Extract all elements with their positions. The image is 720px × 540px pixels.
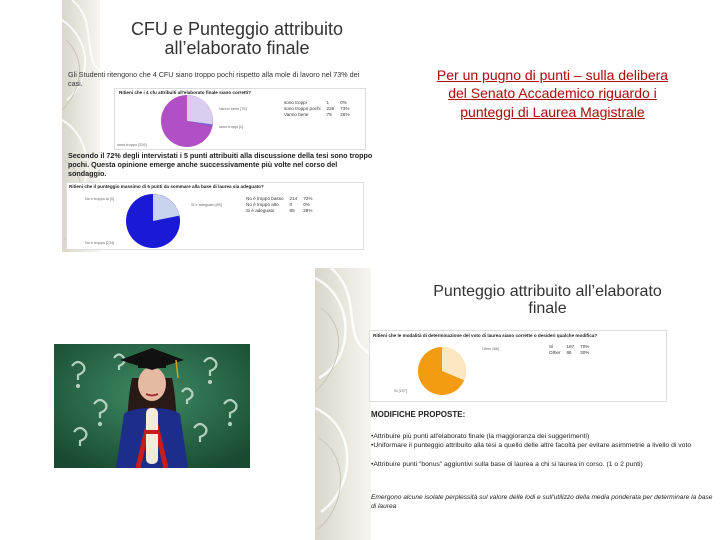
q2-row-count: 0 (289, 201, 293, 207)
slide-a-title-line1: CFU e Punteggio attribuito (130, 19, 344, 39)
q1-row-label: sono troppi (284, 99, 307, 105)
table-row (243, 207, 315, 213)
voto-row-label: Sì (549, 343, 554, 349)
slide-a-finding: Secondo il 72% degli intervistati i 5 punti attribuiti alla discussione della tesi sono troppo pochi. Questa opinione emerge anche successivamente più volte nel corso del sondaggio. (68, 151, 373, 178)
survey-q1-panel (114, 88, 366, 150)
slide-cfu-punteggio (62, 0, 380, 252)
slide-b-title-line1: Punteggio attribuito all’elaborato (433, 283, 662, 300)
q1-row-pct: 26% (340, 111, 350, 117)
voto-row-label: Other (549, 349, 561, 355)
slide-b-title-line2: finale (528, 299, 567, 317)
voto-pie-label-si: Sì [197] (394, 389, 408, 393)
q1-question: Ritieni che i 4 cfu attribuiti all'elaborato finale siano corretti? (119, 90, 252, 95)
proposal-item: •Attribuire punti “bonus” aggiuntivi sulla base di laurea a chi si laurea in corso. (1 o 2 punti) (371, 461, 643, 468)
perplexity-note: Emergono alcune isolate perplessità sul valore delle lodi e sull'utilizzo della media ponderata per determinare la base di laurea (371, 494, 713, 510)
slide-a-title-line2: all’elaborato finale (164, 37, 310, 58)
q1-pie-label-troppi: sono troppi [1] (219, 125, 244, 129)
proposal-item: •Attribuire più punti all'elaborato finale (la maggioranza dei suggerimenti) (371, 433, 590, 440)
voto-row-count: 86 (566, 349, 572, 355)
modifiche-heading: MODIFICHE PROPOSTE: (371, 410, 466, 419)
q2-row-label: No è troppo basso (246, 195, 284, 201)
q2-pie-label-basso: No è troppo [214] (85, 241, 115, 245)
q1-pie-label-troppo: sono troppo [226] (117, 143, 147, 147)
graduate-illustration (54, 344, 250, 468)
slide-a-title (102, 20, 372, 58)
voto-results-table (546, 343, 592, 355)
voto-pie-label-other: Other [86] (482, 347, 499, 351)
q2-question: Ritieni che il punteggio massimo di 6 punti da sommare alla base di laurea sia adeguato? (69, 184, 264, 189)
table-row (546, 343, 592, 349)
voto-pie-chart (370, 341, 480, 401)
q1-row-pct: 73% (340, 105, 350, 111)
q1-row-count: 79 (326, 111, 332, 117)
q2-row-pct: 28% (303, 207, 313, 213)
slide-decorative-edge (315, 268, 371, 540)
q1-row-label: sono troppo pochi (284, 105, 321, 111)
headline-line2: del Senato Accademico riguardo i (448, 85, 657, 102)
q2-row-label: Si è adeguato (246, 207, 275, 213)
q2-row-pct: 72% (303, 195, 313, 201)
q1-pie-label-vanno-bene: Vanno bene [79] (219, 107, 247, 111)
voto-row-count: 197 (566, 343, 575, 349)
table-row (243, 195, 315, 201)
table-row (281, 111, 352, 117)
survey-voto-panel (369, 330, 667, 402)
q2-row-pct: 0% (303, 201, 310, 207)
headline (400, 66, 705, 121)
q1-row-label: Vanno bene (284, 111, 309, 117)
q2-results-table (243, 195, 315, 213)
slide-punteggio-elaborato (315, 268, 720, 540)
voto-row-pct: 30% (580, 349, 590, 355)
q2-pie-label-adeguato: Si è adeguato [85] (191, 203, 222, 207)
q2-row-count: 214 (289, 195, 298, 201)
table-row (546, 349, 592, 355)
q1-row-count: 226 (326, 105, 335, 111)
voto-question: Ritieni che le modalità di determinazione del voto di laurea siano corrette o desideri qualche modifica? (373, 333, 598, 338)
q2-pie-label-alto: No è troppo al [0] (85, 197, 115, 201)
voto-row-pct: 70% (580, 343, 590, 349)
headline-line3: punteggi di Laurea Magistrale (460, 103, 645, 120)
q2-row-label: No è troppo alto (246, 201, 279, 207)
graduate-photo (54, 344, 250, 468)
q1-slice-vanno-bene (187, 95, 213, 125)
proposal-item: •Uniformare il punteggio attribuito alla tesi a quello delle altre facoltà per evitare asimmetrie a livello di voto (371, 442, 692, 449)
table-row (281, 105, 352, 111)
q1-row-count: 1 (326, 99, 330, 105)
survey-q2-panel (66, 182, 364, 250)
slide-a-intro: Gli Studenti ritengono che 4 CFU siano troppo pochi rispetto alla mole di lavoro nel 73% dei casi. (68, 70, 360, 88)
q1-results-table (281, 99, 352, 117)
q1-row-pct: 0% (340, 99, 347, 105)
headline-line1: Per un pugno di punti – sulla delibera (436, 67, 669, 83)
slide-b-title (375, 284, 720, 318)
swirl-decoration (315, 268, 371, 540)
q2-row-count: 85 (289, 207, 295, 213)
